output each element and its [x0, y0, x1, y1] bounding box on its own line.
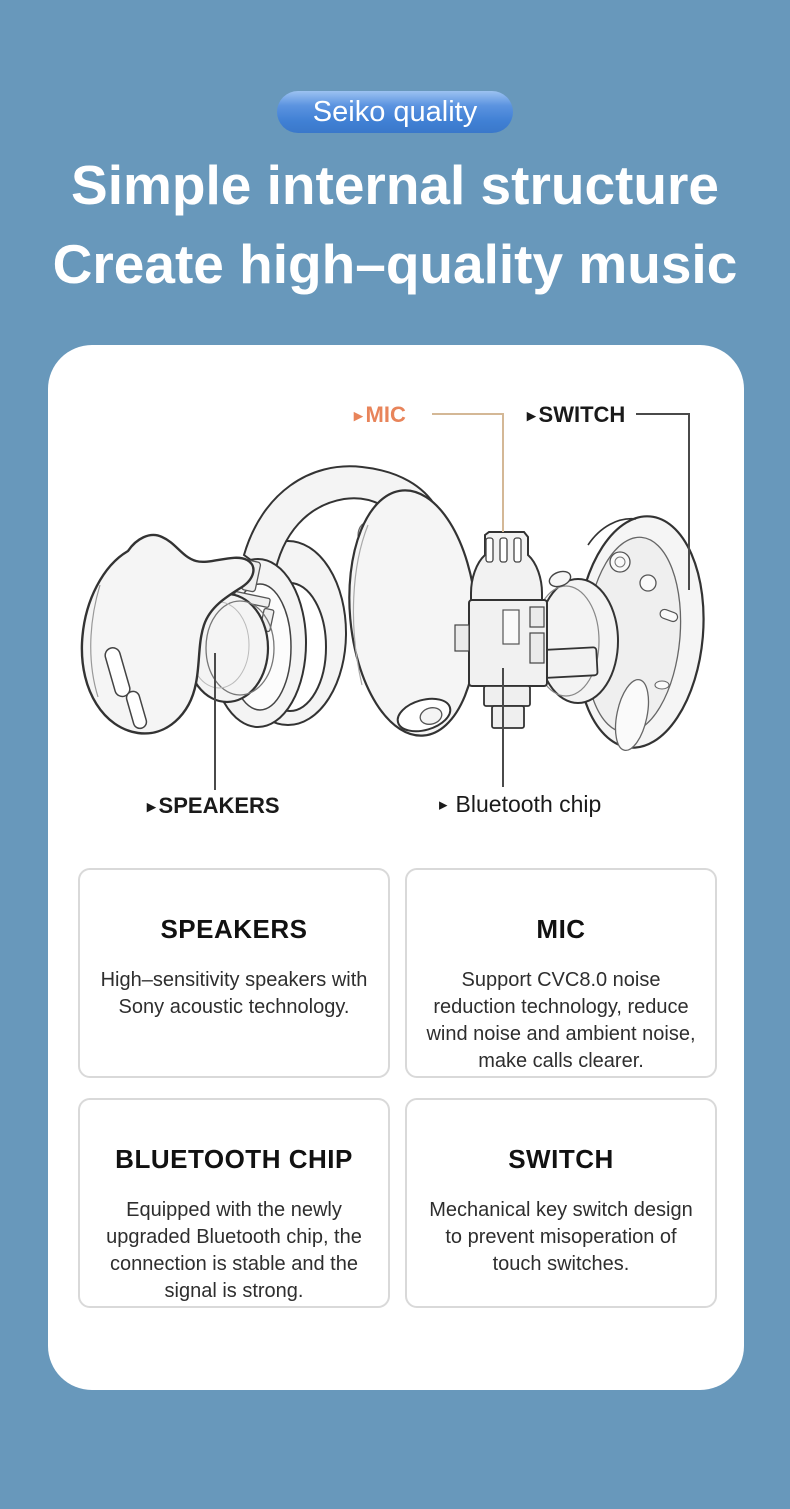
- feature-card-title: SWITCH: [508, 1144, 614, 1174]
- quality-badge-label: Seiko quality: [312, 95, 478, 128]
- diagram-label-switch: [527, 402, 625, 428]
- page-title-line-1: Simple internal structure: [71, 154, 719, 216]
- feature-card-title: BLUETOOTH CHIP: [115, 1144, 353, 1174]
- arrow-icon: ▸: [527, 405, 536, 425]
- arrow-icon: ▸: [147, 796, 156, 816]
- feature-card-title: SPEAKERS: [160, 914, 308, 944]
- bluetooth-chip-shape: [455, 532, 547, 728]
- structure-panel: [48, 345, 744, 1390]
- feature-card-description: Mechanical key switch design to prevent misoperation of touch switches.: [429, 1199, 693, 1275]
- bluetooth-chip-label-text: Bluetooth chip: [455, 791, 602, 817]
- mic-label-text: MIC: [365, 402, 406, 427]
- feature-cards-grid: [78, 868, 717, 1308]
- arrow-icon: ▸: [439, 795, 448, 814]
- feature-card-title: MIC: [536, 914, 586, 944]
- feature-card-speakers: [78, 868, 390, 1078]
- diagram-label-speakers: [147, 793, 280, 819]
- main-body-shape: [340, 485, 487, 741]
- diagram-label-mic: [354, 402, 406, 428]
- arrow-icon: ▸: [354, 405, 363, 425]
- feature-card-bluetooth-chip: [78, 1098, 390, 1308]
- page-title-line-2: Create high–quality music: [52, 233, 738, 295]
- quality-badge: [277, 91, 513, 133]
- diagram-label-bluetooth-chip: [439, 791, 601, 818]
- page-title: [0, 146, 790, 304]
- feature-card-switch: [405, 1098, 717, 1308]
- feature-card-description: High–sensitivity speakers with Sony acoustic technology.: [100, 969, 368, 1018]
- switch-label-text: SWITCH: [538, 402, 626, 427]
- earbud-exploded-diagram: [48, 385, 744, 820]
- feature-card-description: Equipped with the newly upgraded Bluetooth chip, the connection is stable and the signal is strong.: [106, 1199, 362, 1302]
- feature-card-description: Support CVC8.0 noise reduction technology, reduce wind noise and ambient noise, make calls clearer.: [426, 969, 696, 1072]
- feature-card-mic: [405, 868, 717, 1078]
- speakers-label-text: SPEAKERS: [158, 793, 280, 818]
